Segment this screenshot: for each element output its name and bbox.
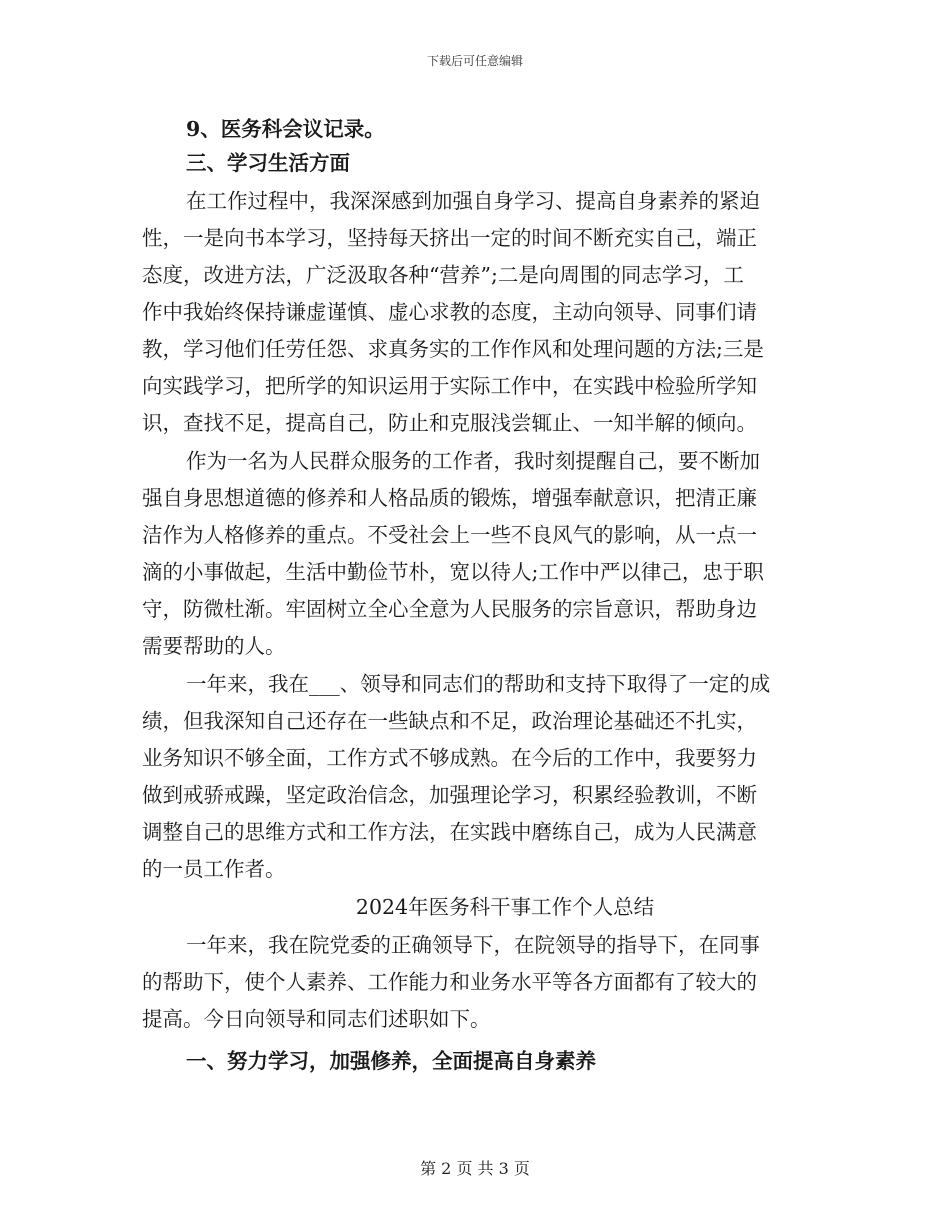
section-1-heading: 一、努力学习，加强修养，全面提高自身素养: [186, 1049, 596, 1073]
paragraph-line: 在工作过程中，我深深感到加强自身学习、提高自身素养的紧迫: [186, 189, 760, 213]
section-3-heading: 三、学习生活方面: [186, 151, 350, 175]
paragraph-line: 教，学习他们任劳任怨、求真务实的工作作风和处理问题的方法;三是: [142, 337, 764, 361]
paragraph-line: 做到戒骄戒躁，坚定政治信念，加强理论学习，积累经验教训，不断: [142, 783, 757, 807]
paragraph-line: 向实践学习，把所学的知识运用于实际工作中，在实践中检验所学知: [142, 374, 757, 398]
paragraph-line: 识，查找不足，提高自己，防止和克服浅尝辄止、一知半解的倾向。: [142, 411, 757, 435]
paragraph-morality: [142, 444, 808, 663]
paragraph-line: 需要帮助的人。: [142, 634, 286, 658]
document-body: [142, 112, 808, 1078]
paragraph-line: 绩，但我深知自己还存在一些缺点和不足，政治理论基础还不扎实，: [142, 709, 757, 733]
paragraph-line: 性，一是向书本学习，坚持每天挤出一定的时间不断充实自己，端正: [142, 226, 757, 250]
paragraph-line: 强自身思想道德的修养和人格品质的锻炼，增强奉献意识，把清正廉: [142, 486, 757, 510]
paragraph-line: 守，防微杜渐。牢固树立全心全意为人民服务的宗旨意识，帮助身边: [142, 597, 757, 621]
paragraph-line: 的帮助下，使个人素养、工作能力和业务水平等各方面都有了较大的: [142, 970, 757, 994]
document-title: 2024年医务科干事工作个人总结: [355, 895, 655, 919]
paragraph-line: 作为一名为人民群众服务的工作者，我时刻提醒自己，要不断加: [186, 449, 760, 473]
paragraph-line: 态度，改进方法，广泛汲取各种“营养”;二是向周围的同志学习，工: [142, 263, 744, 287]
paragraph-intro: [142, 928, 808, 1036]
paragraph-line: 的一员工作者。: [142, 857, 286, 881]
paragraph-line: 滴的小事做起，生活中勤俭节朴，宽以待人;工作中严以律己，忠于职: [142, 560, 764, 584]
paragraph-line: 一年来，我在院党委的正确领导下，在院领导的指导下，在同事: [186, 933, 760, 957]
paragraph-line: 业务知识不够全面，工作方式不够成熟。在今后的工作中，我要努力: [142, 746, 757, 770]
paragraph-line: 提高。今日向领导和同志们述职如下。: [142, 1007, 491, 1031]
paragraph-line: 一年来，我在___、领导和同志们的帮助和支持下取得了一定的成: [186, 672, 771, 696]
paragraph-study: [142, 184, 808, 440]
page-header: 下载后可任意编辑: [426, 54, 523, 68]
paragraph-summary: [142, 667, 808, 886]
paragraph-line: 作中我始终保持谦虚谨慎、虚心求教的态度，主动向领导、同事们请: [142, 300, 757, 324]
paragraph-line: 洁作为人格修养的重点。不受社会上一些不良风气的影响，从一点一: [142, 523, 757, 547]
paragraph-line: 调整自己的思维方式和工作方法，在实践中磨练自己，成为人民满意: [142, 820, 757, 844]
page-number: 第 2 页 共 3 页: [420, 1159, 530, 1178]
item-9-heading: 9、医务科会议记录。: [186, 117, 385, 141]
